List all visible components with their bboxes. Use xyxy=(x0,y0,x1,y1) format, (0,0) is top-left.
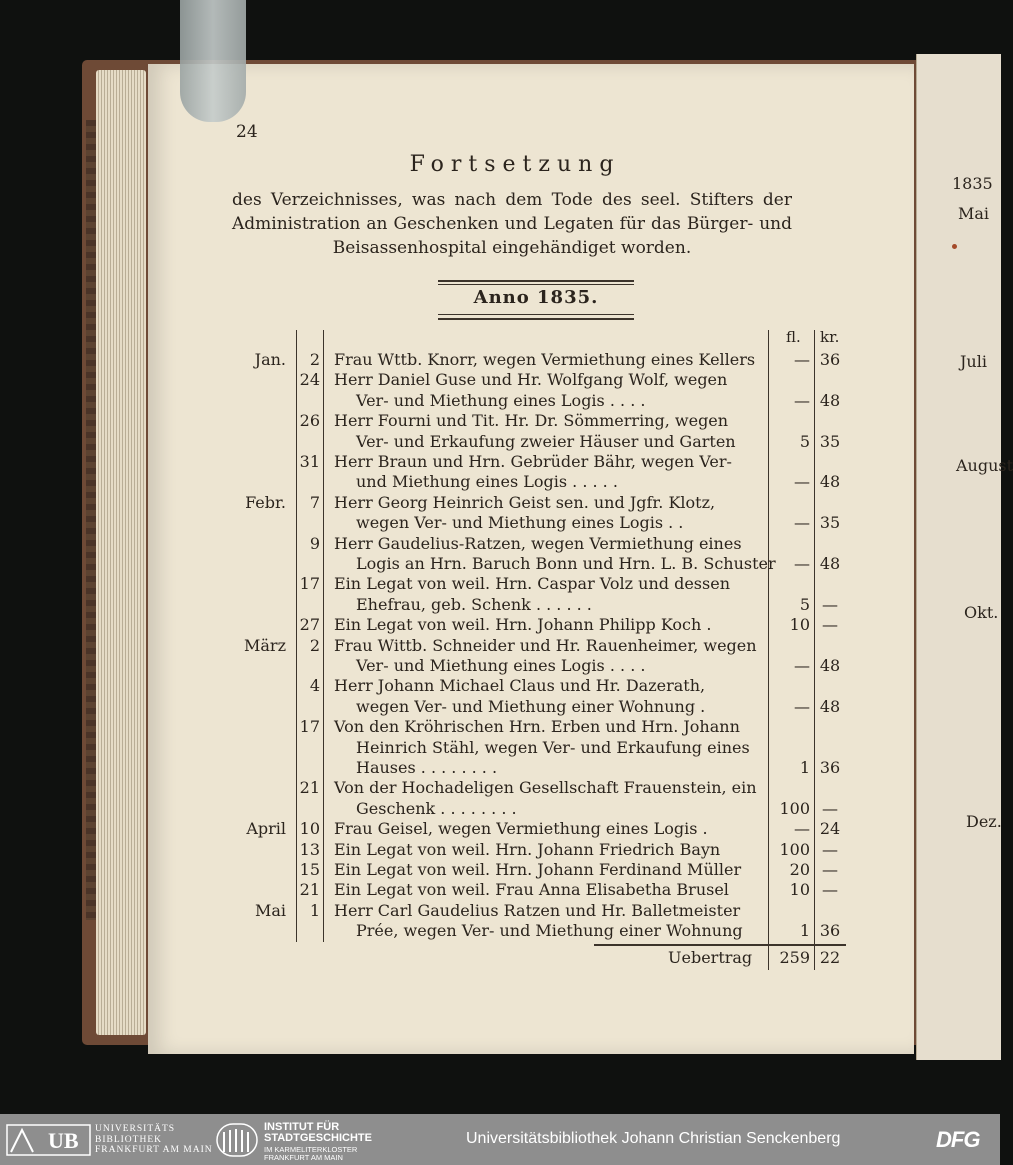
entry-amount-fl: — xyxy=(794,819,810,839)
kr-column-header: kr. xyxy=(820,328,840,346)
entry-amount-kr: — xyxy=(822,798,838,818)
entry-day: 21 xyxy=(299,880,320,900)
ledger-entry xyxy=(334,574,756,615)
entry-amount-fl: 10 xyxy=(789,615,810,635)
entry-amount-fl: 100 xyxy=(779,839,810,859)
institute-label-line: STADTGESCHICHTE xyxy=(264,1132,372,1144)
ink-spot xyxy=(952,244,957,249)
ledger-entry xyxy=(334,411,756,452)
right-page-year: 1835 xyxy=(952,174,993,193)
entry-amount-fl: — xyxy=(794,513,810,533)
entry-amount-kr: 48 xyxy=(819,656,841,675)
ledger-entry xyxy=(334,717,756,778)
entry-text-line: wegen Ver- und Miethung eines Logis . . xyxy=(356,513,684,533)
year-rule-top-thin xyxy=(438,284,634,285)
library-name: Universitätsbibliothek Johann Christian Senckenberg xyxy=(466,1130,841,1147)
entry-amount-fl: — xyxy=(794,390,810,410)
entry-amount-kr: 24 xyxy=(819,819,841,839)
entry-day: 4 xyxy=(309,676,320,696)
institute-label-line: INSTITUT FÜR xyxy=(264,1121,340,1133)
entry-month: April xyxy=(246,819,286,839)
carry-label: Uebertrag xyxy=(668,948,753,967)
page-edges xyxy=(96,70,146,1035)
ledger-entry xyxy=(334,533,776,575)
entry-day: 2 xyxy=(309,350,320,369)
entry-text-line: Ein Legat von weil. Hrn. Caspar Volz und dessen xyxy=(334,574,730,594)
entry-day: 27 xyxy=(299,615,320,635)
entry-amount-fl: 100 xyxy=(779,798,810,818)
ub-label-line: BIBLIOTHEK xyxy=(95,1134,162,1145)
entry-day: 9 xyxy=(309,533,320,553)
entry-text-line: Logis an Hrn. Baruch Bonn und Hrn. L. B. Schuster xyxy=(356,553,776,573)
entry-amount-kr: 36 xyxy=(819,758,841,777)
entry-amount-fl: — xyxy=(794,656,810,675)
day-column-rule-right xyxy=(323,330,324,942)
entry-amount-fl: — xyxy=(794,350,810,369)
entry-text-line: Frau Wttb. Knorr, wegen Vermiethung eines Kellers xyxy=(334,350,756,369)
total-rule xyxy=(594,944,846,946)
entry-text-line: Herr Gaudelius-Ratzen, wegen Vermiethung eines xyxy=(334,533,742,553)
right-page-month-okt: Okt. xyxy=(964,603,999,622)
entry-text-line: Herr Braun und Hrn. Gebrüder Bähr, wegen Ver- xyxy=(334,452,732,471)
ub-label-line: FRANKFURT AM MAIN xyxy=(95,1145,213,1155)
entry-text-line: Ver- und Miethung eines Logis . . . . xyxy=(356,655,646,675)
entry-amount-kr: 36 xyxy=(819,350,841,369)
entry-text-line: Herr Carl Gaudelius Ratzen und Hr. Balletmeister xyxy=(334,900,741,920)
entry-day: 31 xyxy=(299,452,320,471)
entry-text-line: Von der Hochadeligen Gesellschaft Frauenstein, ein xyxy=(334,778,757,798)
entry-day: 1 xyxy=(309,900,320,920)
ub-label xyxy=(95,1124,213,1156)
kr-column-rule xyxy=(814,330,815,970)
entry-day: 2 xyxy=(309,635,320,655)
entry-amount-kr: — xyxy=(822,615,838,635)
entry-text-line: Ver- und Miethung eines Logis . . . . xyxy=(356,390,646,410)
entry-text-line: Heinrich Stähl, wegen Ver- und Erkaufung eines xyxy=(356,737,750,757)
year-label: Anno 1835. xyxy=(473,287,599,308)
entry-amount-fl: 1 xyxy=(799,758,810,777)
ledger-entry xyxy=(334,676,756,717)
entry-day: 15 xyxy=(299,860,320,879)
entry-text-line: Hauses . . . . . . . . xyxy=(356,757,498,777)
ledger-entry xyxy=(334,370,756,411)
entry-amount-kr: — xyxy=(822,880,838,900)
page-heading: Fortsetzung xyxy=(409,152,621,177)
entry-amount-fl: 10 xyxy=(789,880,810,900)
year-rule-top xyxy=(438,280,634,282)
carry-kr: 22 xyxy=(819,948,841,967)
entry-text-line: Frau Wittb. Schneider und Hr. Rauenheimer, wegen xyxy=(334,635,757,655)
entry-text-line: Frau Geisel, wegen Vermiethung eines Logis . xyxy=(334,819,708,839)
ub-mark: UB xyxy=(48,1128,79,1153)
ledger-entry xyxy=(334,452,756,493)
entry-amount-kr: — xyxy=(822,860,838,879)
fl-column-header: fl. xyxy=(786,328,801,346)
entry-amount-kr: 35 xyxy=(819,431,841,451)
entry-month: März xyxy=(244,635,286,655)
right-page-month-juli: Juli xyxy=(960,352,987,371)
ub-label-line: UNIVERSITÄTS xyxy=(95,1124,176,1134)
entry-amount-fl: 5 xyxy=(799,594,810,614)
entry-text-line: Ein Legat von weil. Hrn. Johann Ferdinand Müller xyxy=(334,860,742,879)
entry-amount-fl: 5 xyxy=(799,431,810,451)
institute-sublabel xyxy=(264,1146,357,1162)
ledger-entry xyxy=(334,819,756,839)
entry-text-line: Ver- und Erkaufung zweier Häuser und Garten xyxy=(356,431,736,451)
entry-day: 26 xyxy=(299,411,320,431)
page-subtitle: des Verzeichnisses, was nach dem Tode des seel. Stifters der Administration an Geschenken und Legaten für das Bürger- und Beisassenhospital eingehändiget worden. xyxy=(232,190,792,258)
institute-logo xyxy=(215,1122,259,1158)
year-rule-bottom xyxy=(438,318,634,320)
entry-text-line: Ein Legat von weil. Frau Anna Elisabetha Brusel xyxy=(334,880,729,900)
entry-day: 24 xyxy=(299,370,320,390)
entry-amount-fl: 1 xyxy=(799,921,810,941)
entry-day: 13 xyxy=(299,839,320,859)
library-footer xyxy=(0,1114,1000,1165)
ledger-entry xyxy=(334,840,756,860)
entry-amount-kr: 48 xyxy=(819,390,841,410)
entry-amount-kr: — xyxy=(822,839,838,859)
entry-text-line: und Miethung eines Logis . . . . . xyxy=(356,472,618,492)
entry-amount-kr: 48 xyxy=(819,696,841,716)
entry-month: Febr. xyxy=(245,492,286,512)
ledger-entry xyxy=(334,493,756,534)
institute-sublabel-line: IM KARMELITERKLOSTER xyxy=(264,1145,358,1154)
right-page-month-dez: Dez. xyxy=(966,812,1002,831)
ledger-entry xyxy=(334,636,756,677)
ledger-entry xyxy=(334,778,756,819)
ledger-entry xyxy=(334,615,756,635)
ledger-entry xyxy=(334,901,756,942)
year-rule-bottom-thin xyxy=(438,314,634,315)
entry-amount-kr: — xyxy=(822,594,838,614)
entry-day: 7 xyxy=(309,492,320,512)
entry-day: 10 xyxy=(299,819,320,839)
entry-amount-fl: — xyxy=(794,472,810,492)
fl-column-rule xyxy=(768,330,769,970)
page-number: 24 xyxy=(236,122,258,142)
institute-sublabel-line: FRANKFURT AM MAIN xyxy=(264,1153,343,1162)
ledger-entry xyxy=(334,860,756,880)
entry-text-line: Herr Fourni und Tit. Hr. Dr. Sömmerring, wegen xyxy=(334,411,729,431)
entry-text-line: Herr Georg Heinrich Geist sen. und Jgfr. Klotz, xyxy=(334,492,716,512)
right-page-month-mai: Mai xyxy=(958,204,990,223)
entry-amount-kr: 35 xyxy=(819,513,841,533)
entry-amount-fl: — xyxy=(794,554,810,573)
page-clip xyxy=(180,0,246,122)
entry-text-line: Ehefrau, geb. Schenk . . . . . . xyxy=(356,594,592,614)
day-column-rule-left xyxy=(296,330,297,942)
entry-text-line: Ein Legat von weil. Hrn. Johann Friedrich Bayn xyxy=(334,839,721,859)
dfg-logo: DFG xyxy=(936,1127,980,1152)
entry-text-line: Von den Kröhrischen Hrn. Erben und Hrn. Johann xyxy=(334,717,740,737)
entry-day: 17 xyxy=(299,717,320,737)
entry-month: Mai xyxy=(254,900,286,920)
ledger-entry xyxy=(334,350,756,370)
right-page-month-august: August xyxy=(956,456,1013,475)
entry-day: 21 xyxy=(299,778,320,798)
entry-month: Jan. xyxy=(254,350,286,369)
entry-text-line: wegen Ver- und Miethung einer Wohnung . xyxy=(356,696,706,716)
entry-amount-fl: — xyxy=(794,696,810,716)
entry-amount-kr: 36 xyxy=(819,921,841,941)
entry-amount-fl: 20 xyxy=(789,860,810,879)
entry-day: 17 xyxy=(299,574,320,594)
institute-label xyxy=(264,1122,372,1144)
entry-text-line: Prée, wegen Ver- und Miethung einer Wohnung xyxy=(356,921,743,941)
entry-amount-kr: 48 xyxy=(819,472,841,492)
carry-fl: 259 xyxy=(779,948,810,967)
entry-text-line: Herr Daniel Guse und Hr. Wolfgang Wolf, wegen xyxy=(334,370,728,390)
entry-text-line: Geschenk . . . . . . . . xyxy=(356,798,517,818)
ledger-entry xyxy=(334,880,756,900)
entry-text-line: Ein Legat von weil. Hrn. Johann Philipp Koch . xyxy=(334,615,712,635)
entry-text-line: Herr Johann Michael Claus und Hr. Dazerath, xyxy=(334,676,706,696)
entry-amount-kr: 48 xyxy=(819,554,841,573)
